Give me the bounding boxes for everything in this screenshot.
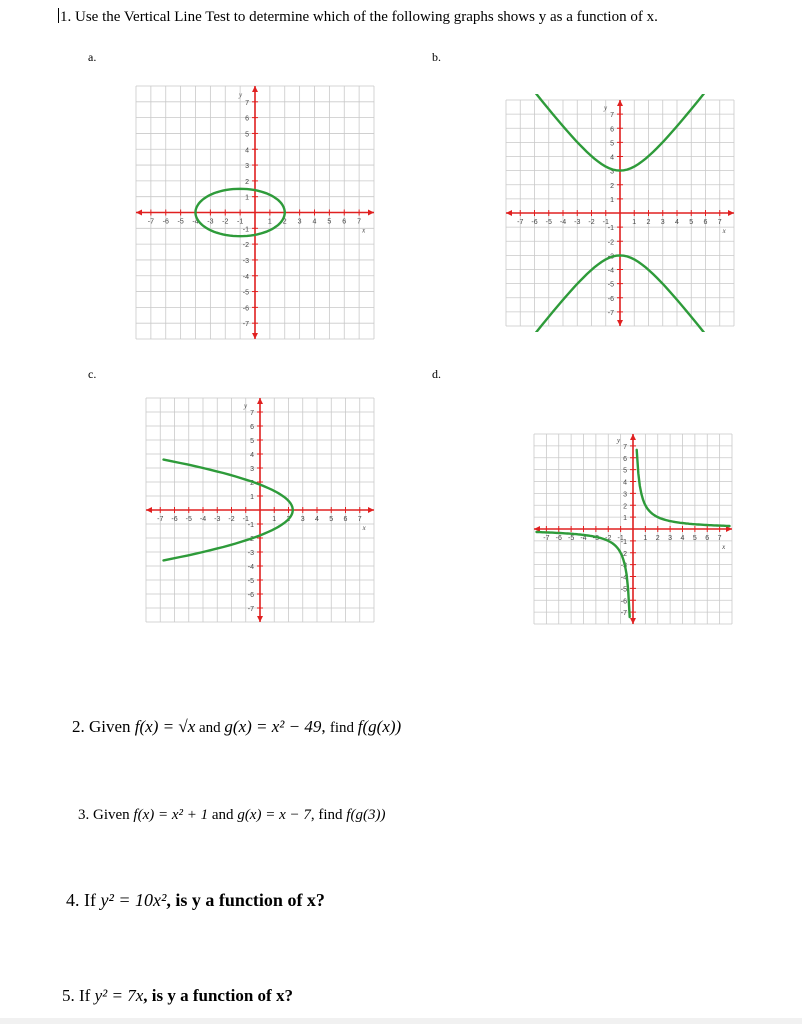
question-5-prefix: 5. If (62, 986, 95, 1005)
y-tick-label: 2 (623, 503, 627, 511)
x-axis-name: x (362, 524, 366, 532)
y-tick-label: -3 (607, 253, 614, 261)
y-tick-label: 7 (245, 99, 249, 107)
y-tick-label: 3 (250, 466, 254, 473)
x-tick-label: 1 (267, 218, 272, 226)
y-tick-label: -1 (620, 538, 627, 546)
x-tick-label: -4 (199, 516, 207, 523)
x-tick-label: -6 (162, 218, 169, 226)
question-2-prefix: 2. Given (72, 717, 135, 736)
x-tick-label: -1 (242, 516, 249, 523)
x-tick-label: 4 (680, 535, 685, 542)
question-3-comma: , (310, 807, 319, 823)
question-1 (58, 8, 658, 26)
y-axis-name: y (244, 401, 248, 410)
y-axis-arrow (630, 618, 636, 624)
x-axis-arrow (728, 210, 734, 216)
question-3 (78, 807, 385, 824)
x-axis-arrow (368, 507, 374, 513)
x-tick-label: -2 (228, 516, 235, 523)
y-tick-label: 4 (245, 147, 249, 155)
x-tick-label: 1 (643, 535, 648, 542)
x-tick-label: 6 (703, 219, 708, 226)
x-tick-label: -6 (171, 516, 178, 523)
y-tick-label: -7 (607, 309, 614, 317)
x-tick-label: -5 (177, 218, 184, 226)
x-tick-label: 4 (315, 516, 319, 523)
y-tick-label: -4 (242, 273, 249, 281)
x-tick-label: 2 (655, 535, 660, 542)
y-tick-label: 3 (610, 168, 614, 176)
y-axis-arrow (630, 434, 636, 440)
x-axis-arrow (506, 210, 512, 216)
x-tick-label: -7 (147, 218, 154, 226)
x-tick-label: 1 (632, 219, 637, 226)
y-tick-label: -4 (247, 564, 254, 571)
graph-d (528, 428, 738, 630)
question-3-and: and (208, 807, 238, 823)
x-tick-label: -3 (207, 218, 214, 226)
y-tick-label: -4 (607, 267, 614, 275)
x-tick-label: 3 (297, 218, 302, 226)
x-tick-label: -6 (555, 535, 562, 542)
question-5 (62, 986, 293, 1006)
y-axis-arrow (617, 100, 623, 106)
x-tick-label: 4 (675, 219, 679, 226)
x-tick-label: 4 (312, 218, 317, 226)
question-1-text: . Use the Vertical Line Test to determine which of the following graphs shows y as a function of x. (67, 9, 658, 25)
y-tick-label: -2 (247, 536, 254, 543)
x-tick-label: -4 (580, 535, 587, 542)
question-5-eq: y² = 7x (94, 986, 144, 1005)
y-tick-label: -3 (242, 257, 249, 265)
x-tick-label: -2 (222, 218, 229, 226)
y-tick-label: 4 (623, 479, 627, 487)
x-tick-label: -4 (192, 218, 199, 226)
y-tick-label: -7 (620, 610, 627, 618)
x-tick-label: -5 (568, 535, 575, 542)
graph-a-plot (130, 80, 380, 345)
question-2-and: and (195, 720, 225, 736)
y-tick-label: -6 (620, 598, 627, 606)
x-tick-label: -3 (214, 516, 221, 523)
x-tick-label: 5 (692, 535, 697, 542)
x-tick-label: -5 (185, 516, 192, 523)
y-tick-label: -6 (242, 305, 249, 313)
y-tick-label: -1 (247, 522, 254, 529)
question-1-number: 1 (60, 9, 68, 25)
x-tick-label: -7 (157, 516, 164, 523)
y-tick-label: 2 (250, 480, 254, 487)
x-axis-name: x (362, 226, 366, 235)
graph-c-plot (140, 392, 380, 628)
text-cursor (58, 8, 59, 23)
x-tick-label: 7 (717, 219, 722, 226)
x-tick-label: 6 (343, 516, 348, 523)
graph-c-label: c. (88, 367, 97, 381)
x-axis-arrow (146, 507, 152, 513)
x-tick-label: 5 (689, 219, 694, 226)
y-tick-label: 1 (250, 494, 254, 501)
x-tick-label: -2 (588, 219, 595, 226)
x-axis-name: x (722, 543, 726, 551)
graph-a-label: a. (88, 50, 97, 64)
graph-d-plot (528, 428, 738, 630)
y-axis-arrow (257, 398, 263, 404)
y-tick-label: -2 (620, 550, 627, 558)
reciprocal-right-branch (637, 450, 730, 526)
y-tick-label: 2 (245, 178, 249, 186)
y-tick-label: -3 (247, 550, 254, 557)
x-tick-label: 2 (286, 516, 291, 523)
x-axis-arrow (136, 210, 142, 216)
y-tick-label: 6 (245, 115, 249, 123)
question-3-find: find (318, 807, 347, 823)
y-tick-label: 5 (250, 438, 254, 445)
y-axis-name: y (239, 91, 243, 100)
y-tick-label: 1 (623, 515, 627, 523)
x-tick-label: 1 (272, 516, 277, 523)
y-axis-name: y (617, 436, 621, 445)
y-tick-label: -5 (607, 281, 614, 289)
y-tick-label: 2 (610, 182, 614, 190)
y-tick-label: -2 (607, 239, 614, 247)
y-axis-arrow (617, 320, 623, 326)
question-4-suffix: , is y a function of x? (166, 890, 325, 910)
y-axis-arrow (252, 333, 258, 339)
y-axis-arrow (257, 616, 263, 622)
y-tick-label: -5 (247, 578, 254, 585)
x-tick-label: 6 (342, 218, 347, 226)
x-tick-label: 2 (646, 219, 651, 226)
x-tick-label: -1 (602, 219, 609, 226)
y-tick-label: 4 (250, 452, 254, 459)
question-4-eq: y² = 10x² (100, 890, 167, 910)
y-tick-label: 7 (250, 410, 254, 417)
y-tick-label: 4 (610, 154, 614, 162)
x-tick-label: 7 (357, 516, 362, 523)
page-bottom-edge (0, 1018, 802, 1024)
x-axis-arrow (368, 210, 374, 216)
question-2-comma: , (321, 717, 330, 736)
graph-d-label: d. (432, 367, 441, 381)
x-tick-label: -2 (605, 535, 612, 542)
y-tick-label: -5 (242, 289, 249, 297)
x-tick-label: 3 (668, 535, 673, 542)
x-tick-label: -4 (559, 219, 567, 226)
y-tick-label: -7 (242, 321, 249, 329)
x-tick-label: 3 (300, 516, 305, 523)
question-3-f: f(x) = x² + 1 (133, 807, 209, 823)
y-tick-label: 5 (623, 467, 627, 475)
y-tick-label: 3 (623, 491, 627, 499)
y-tick-label: -4 (620, 574, 627, 582)
y-tick-label: 3 (245, 163, 249, 171)
x-tick-label: 7 (717, 535, 722, 542)
y-tick-label: 5 (245, 131, 249, 139)
y-tick-label: 6 (610, 126, 614, 134)
x-axis-name: x (722, 227, 726, 235)
reciprocal-left-branch (537, 532, 630, 617)
x-tick-label: -3 (574, 219, 581, 226)
y-axis-name: y (604, 103, 608, 112)
y-tick-label: 1 (610, 196, 614, 204)
question-3-target: f(g(3)) (346, 807, 386, 823)
x-tick-label: -1 (237, 218, 244, 226)
x-tick-label: -7 (517, 219, 524, 226)
question-4-prefix: 4. If (66, 890, 101, 910)
question-2-g: g(x) = x² − 49 (224, 717, 322, 736)
y-tick-label: -6 (607, 295, 614, 303)
y-tick-label: -5 (620, 586, 627, 594)
x-tick-label: -5 (545, 219, 552, 226)
graph-b (500, 94, 740, 332)
y-tick-label: 6 (250, 424, 254, 431)
question-2-target: f(g(x)) (357, 717, 402, 736)
x-tick-label: 7 (357, 218, 362, 226)
x-tick-label: -6 (531, 219, 538, 226)
question-5-suffix: , is y a function of x? (143, 986, 293, 1005)
x-tick-label: 5 (327, 218, 332, 226)
question-2-f: f(x) = √x (134, 717, 196, 736)
y-tick-label: 7 (610, 112, 614, 120)
x-tick-label: -1 (617, 535, 624, 542)
x-tick-label: 5 (329, 516, 334, 523)
x-tick-label: 6 (705, 535, 710, 542)
question-3-g: g(x) = x − 7 (237, 807, 311, 823)
y-tick-label: -7 (247, 606, 254, 613)
question-3-prefix: 3. Given (78, 807, 134, 823)
question-2-find: find (329, 720, 358, 736)
y-tick-label: 7 (623, 443, 627, 451)
y-tick-label: -6 (247, 592, 254, 599)
x-tick-label: 3 (660, 219, 665, 226)
y-axis-arrow (252, 86, 258, 92)
graph-b-plot (500, 94, 740, 332)
y-tick-label: -1 (242, 226, 249, 234)
graph-a (130, 80, 380, 345)
y-tick-label: -2 (242, 242, 249, 250)
y-tick-label: 5 (610, 140, 614, 148)
x-tick-label: -7 (543, 535, 550, 542)
y-tick-label: -3 (620, 562, 627, 570)
y-tick-label: -1 (607, 225, 614, 233)
y-tick-label: 6 (623, 455, 627, 463)
y-tick-label: 1 (245, 194, 249, 202)
x-tick-label: -3 (592, 535, 599, 542)
x-tick-label: 2 (282, 218, 287, 226)
graph-b-label: b. (432, 50, 441, 64)
graph-c (140, 392, 380, 628)
question-4 (66, 890, 325, 911)
question-2 (72, 717, 401, 737)
